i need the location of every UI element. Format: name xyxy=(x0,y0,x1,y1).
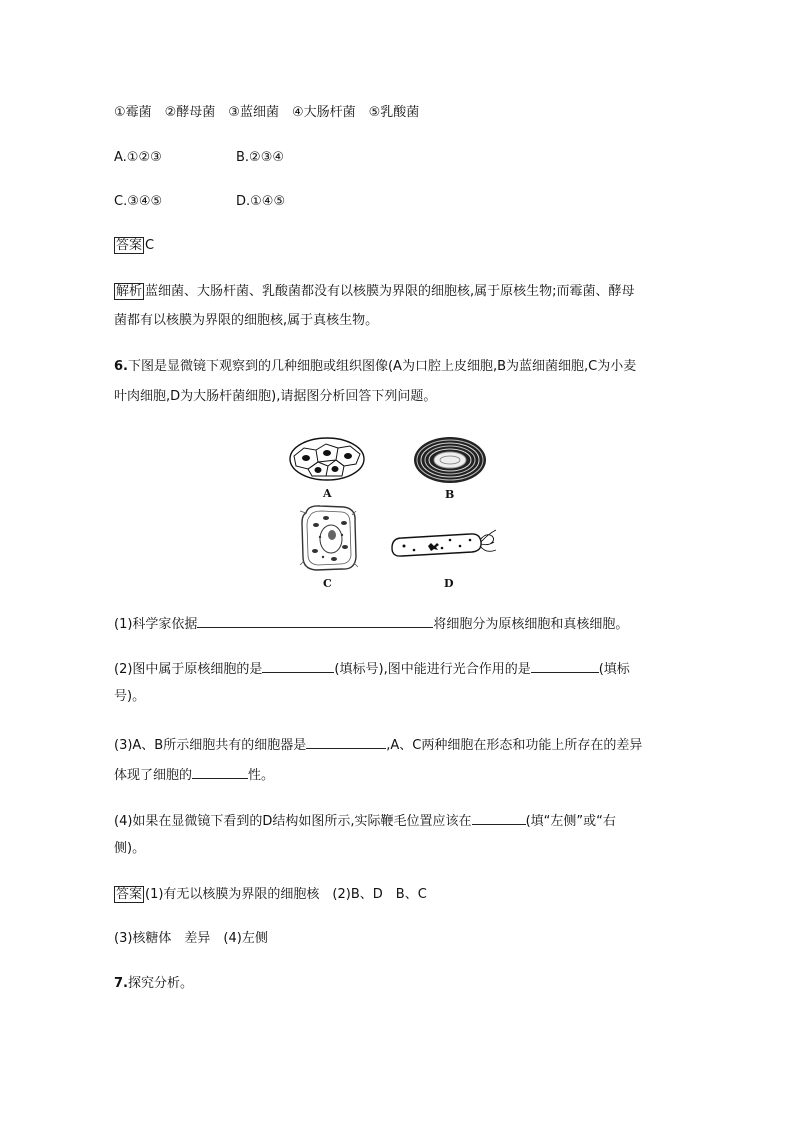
option-a: A.①②③ xyxy=(114,150,162,165)
figure-b-label: B xyxy=(445,488,455,501)
option-b: B.②③④ xyxy=(236,150,285,165)
sub4-suffix: (填“左侧”或“右 xyxy=(525,814,616,829)
analysis-tag: 解析 xyxy=(116,284,143,299)
sub2-blank-2[interactable] xyxy=(531,659,599,673)
option-c: C.③④⑤ xyxy=(114,194,163,209)
q6-sub4-line2: 侧)。 xyxy=(114,841,146,856)
q6-sub3-line2 xyxy=(114,765,274,784)
sub3-blank-2[interactable] xyxy=(192,765,248,779)
figure-c-plant-cell xyxy=(298,503,360,573)
q6-sub4-line1 xyxy=(114,811,616,830)
option-d: D.①④⑤ xyxy=(236,194,286,209)
q6-sub1 xyxy=(114,614,628,633)
q6-sub3-line1 xyxy=(114,735,642,754)
q6-answer-line2: (3)核糖体 差异 (4)左侧 xyxy=(114,931,268,946)
sub2-middle: (填标号),图中能进行光合作用的是 xyxy=(334,662,531,677)
sub3-line2-prefix: 体现了细胞的 xyxy=(114,768,193,783)
q6-sub2-line2: 号)。 xyxy=(114,689,146,704)
q6-answer-line1 xyxy=(114,886,427,903)
q6-stem-line1 xyxy=(114,359,636,375)
figure-b-cyanobacterium xyxy=(412,435,488,485)
q7-stem xyxy=(114,976,193,992)
q7-stem-text: 探究分析。 xyxy=(127,976,193,991)
sub1-answer-blank[interactable] xyxy=(197,614,433,628)
figure-a-epithelial-cells xyxy=(288,436,366,482)
q6-sub2-line1 xyxy=(114,659,630,678)
sub1-suffix: 将细胞分为原核细胞和真核细胞。 xyxy=(433,617,629,632)
q5-analysis-line2: 菌都有以核膜为界限的细胞核,属于真核生物。 xyxy=(114,313,379,328)
figure-a-label: A xyxy=(323,487,332,500)
q5-items: ①霉菌 ②酵母菌 ③蓝细菌 ④大肠杆菌 ⑤乳酸菌 xyxy=(114,105,420,120)
q5-answer xyxy=(114,237,154,254)
sub3-prefix: (3)A、B所示细胞共有的细胞器是 xyxy=(114,738,307,753)
q6-stem-text: 下图是显微镜下观察到的几种细胞或组织图像(A为口腔上皮细胞,B为蓝细菌细胞,C为小麦 xyxy=(127,359,637,374)
sub2-blank-1[interactable] xyxy=(262,659,334,673)
answer-tag: 答案 xyxy=(116,238,143,253)
sub4-blank[interactable] xyxy=(472,811,526,825)
q6-answer-text-1: (1)有无以核膜为界限的细胞核 (2)B、D B、C xyxy=(145,887,427,902)
q6-stem-line2: 叶肉细胞,D为大肠杆菌细胞),请据图分析回答下列问题。 xyxy=(114,389,437,404)
sub2-suffix: (填标 xyxy=(598,662,630,677)
sub3-blank-1[interactable] xyxy=(306,735,386,749)
sub3-middle: ,A、C两种细胞在形态和功能上所存在的差异 xyxy=(386,738,643,753)
q5-analysis-line1 xyxy=(114,283,635,300)
figure-d-label: D xyxy=(444,577,454,590)
sub2-prefix: (2)图中属于原核细胞的是 xyxy=(114,662,263,677)
question-number: 7. xyxy=(114,976,128,991)
question-number: 6. xyxy=(114,359,128,374)
analysis-text-1: 蓝细菌、大肠杆菌、乳酸菌都没有以核膜为界限的细胞核,属于原核生物;而霉菌、酵母 xyxy=(145,284,635,299)
sub3-line2-suffix: 性。 xyxy=(248,768,275,783)
figure-c-label: C xyxy=(323,577,332,590)
sub1-prefix: (1)科学家依据 xyxy=(114,617,198,632)
sub4-prefix: (4)如果在显微镜下看到的D结构如图所示,实际鞭毛位置应该在 xyxy=(114,814,472,829)
answer-value: C xyxy=(145,238,155,253)
figure-d-ecoli xyxy=(388,526,500,564)
answer-tag: 答案 xyxy=(116,887,143,902)
